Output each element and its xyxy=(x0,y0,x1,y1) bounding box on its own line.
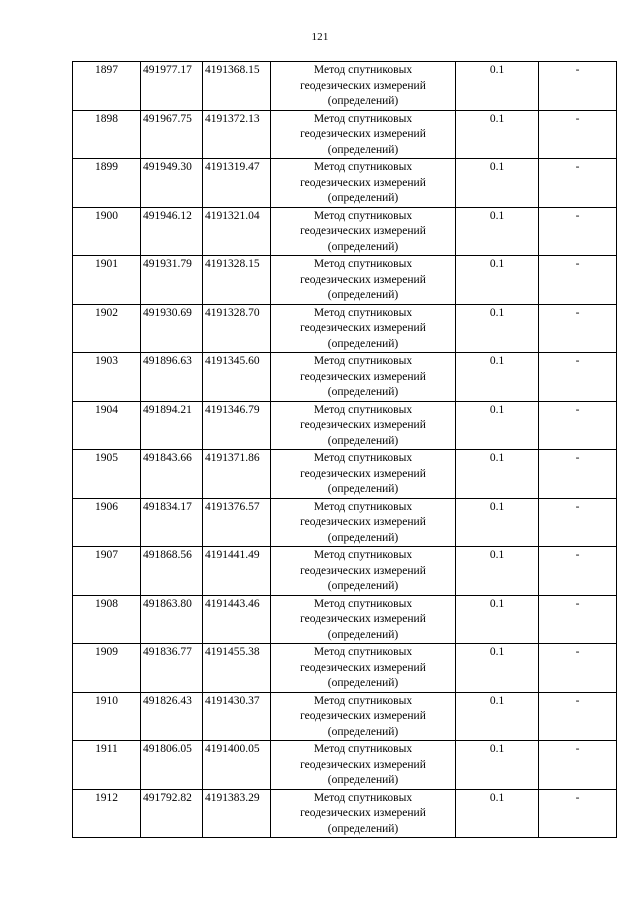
description-cell: - xyxy=(539,741,617,790)
method-text-line: геодезических измерений xyxy=(300,807,426,819)
method-text-line: (определений) xyxy=(327,192,399,204)
method-cell xyxy=(271,450,456,499)
table-row xyxy=(73,401,617,450)
method-text-line: (определений) xyxy=(327,95,399,107)
x-coordinate-cell: 491843.66 xyxy=(141,450,203,499)
description-cell: - xyxy=(539,644,617,693)
point-number-cell: 1901 xyxy=(73,256,141,305)
description-cell: - xyxy=(539,256,617,305)
y-coordinate-cell: 4191368.15 xyxy=(203,62,271,111)
method-cell xyxy=(271,498,456,547)
y-coordinate-cell: 4191443.46 xyxy=(203,595,271,644)
accuracy-cell: 0.1 xyxy=(456,450,539,499)
method-text-line: (определений) xyxy=(327,580,399,592)
x-coordinate-cell: 491868.56 xyxy=(141,547,203,596)
x-coordinate-cell: 491894.21 xyxy=(141,401,203,450)
method-text-line: (определений) xyxy=(327,725,399,738)
point-number-cell: 1900 xyxy=(73,207,141,256)
page-number: 121 xyxy=(311,31,329,43)
method-text-line: (определений) xyxy=(327,677,399,689)
accuracy-cell: 0.1 xyxy=(456,353,539,402)
accuracy-cell: 0.1 xyxy=(456,256,539,305)
method-text-line: (определений) xyxy=(327,531,399,544)
x-coordinate-cell: 491967.75 xyxy=(141,110,203,159)
point-number-cell: 1903 xyxy=(73,353,141,402)
method-text-line: Метод спутниковых xyxy=(313,258,413,270)
method-text-line: (определений) xyxy=(327,143,399,156)
accuracy-cell: 0.1 xyxy=(456,547,539,596)
table-row xyxy=(73,692,617,741)
method-text-line: Метод спутниковых xyxy=(313,112,413,125)
table-row xyxy=(73,450,617,499)
method-text-line: Метод спутниковых xyxy=(313,64,413,76)
method-text-line: геодезических измерений xyxy=(300,516,426,528)
accuracy-cell: 0.1 xyxy=(456,159,539,208)
method-text-line: (определений) xyxy=(327,240,399,253)
description-cell: - xyxy=(539,547,617,596)
description-cell: - xyxy=(539,450,617,499)
method-text-line: геодезических измерений xyxy=(300,79,426,92)
y-coordinate-cell: 4191328.15 xyxy=(203,256,271,305)
table-row xyxy=(73,547,617,596)
method-cell xyxy=(271,547,456,596)
description-cell: - xyxy=(539,498,617,547)
method-text-line: Метод спутниковых xyxy=(313,452,413,464)
y-coordinate-cell: 4191383.29 xyxy=(203,789,271,838)
method-text-line: геодезических измерений xyxy=(300,613,426,625)
y-coordinate-cell: 4191346.79 xyxy=(203,401,271,450)
method-text-line: геодезических измерений xyxy=(300,370,426,383)
method-text-line: Метод спутниковых xyxy=(313,743,413,755)
method-cell xyxy=(271,789,456,838)
method-text-line: (определений) xyxy=(327,628,399,641)
y-coordinate-cell: 4191455.38 xyxy=(203,644,271,693)
method-cell xyxy=(271,207,456,256)
method-cell xyxy=(271,159,456,208)
y-coordinate-cell: 4191376.57 xyxy=(203,498,271,547)
table-row xyxy=(73,595,617,644)
x-coordinate-cell: 491806.05 xyxy=(141,741,203,790)
coordinates-table xyxy=(72,61,617,838)
x-coordinate-cell: 491949.30 xyxy=(141,159,203,208)
method-text-line: (определений) xyxy=(327,774,399,786)
description-cell: - xyxy=(539,595,617,644)
point-number-cell: 1911 xyxy=(73,741,141,790)
y-coordinate-cell: 4191372.13 xyxy=(203,110,271,159)
x-coordinate-cell: 491834.17 xyxy=(141,498,203,547)
method-cell xyxy=(271,692,456,741)
point-number-cell: 1910 xyxy=(73,692,141,741)
method-cell xyxy=(271,741,456,790)
table-row xyxy=(73,110,617,159)
accuracy-cell: 0.1 xyxy=(456,498,539,547)
accuracy-cell: 0.1 xyxy=(456,304,539,353)
method-text-line: геодезических измерений xyxy=(300,661,426,674)
method-text-line: геодезических измерений xyxy=(300,128,426,140)
x-coordinate-cell: 491977.17 xyxy=(141,62,203,111)
y-coordinate-cell: 4191371.86 xyxy=(203,450,271,499)
x-coordinate-cell: 491946.12 xyxy=(141,207,203,256)
x-coordinate-cell: 491792.82 xyxy=(141,789,203,838)
method-text-line: геодезических измерений xyxy=(300,176,426,189)
method-text-line: геодезических измерений xyxy=(300,467,426,480)
point-number-cell: 1908 xyxy=(73,595,141,644)
x-coordinate-cell: 491826.43 xyxy=(141,692,203,741)
accuracy-cell: 0.1 xyxy=(456,789,539,838)
point-number-cell: 1904 xyxy=(73,401,141,450)
description-cell: - xyxy=(539,207,617,256)
method-text-line: Метод спутниковых xyxy=(313,646,413,658)
point-number-cell: 1909 xyxy=(73,644,141,693)
point-number-cell: 1897 xyxy=(73,62,141,111)
method-text-line: Метод спутниковых xyxy=(313,209,413,222)
description-cell: - xyxy=(539,304,617,353)
method-text-line: (определений) xyxy=(327,483,399,495)
method-text-line: Метод спутниковых xyxy=(313,161,413,173)
point-number-cell: 1902 xyxy=(73,304,141,353)
method-text-line: геодезических измерений xyxy=(300,419,426,431)
method-cell xyxy=(271,353,456,402)
description-cell: - xyxy=(539,110,617,159)
point-number-cell: 1898 xyxy=(73,110,141,159)
y-coordinate-cell: 4191345.60 xyxy=(203,353,271,402)
accuracy-cell: 0.1 xyxy=(456,110,539,159)
y-coordinate-cell: 4191319.47 xyxy=(203,159,271,208)
method-text-line: геодезических измерений xyxy=(300,758,426,771)
point-number-cell: 1907 xyxy=(73,547,141,596)
point-number-cell: 1912 xyxy=(73,789,141,838)
accuracy-cell: 0.1 xyxy=(456,62,539,111)
y-coordinate-cell: 4191430.37 xyxy=(203,692,271,741)
method-cell xyxy=(271,644,456,693)
method-text-line: геодезических измерений xyxy=(300,273,426,286)
y-coordinate-cell: 4191328.70 xyxy=(203,304,271,353)
accuracy-cell: 0.1 xyxy=(456,595,539,644)
coordinates-table-body xyxy=(73,62,617,838)
description-cell: - xyxy=(539,159,617,208)
y-coordinate-cell: 4191400.05 xyxy=(203,741,271,790)
method-cell xyxy=(271,256,456,305)
x-coordinate-cell: 491836.77 xyxy=(141,644,203,693)
y-coordinate-cell: 4191441.49 xyxy=(203,547,271,596)
method-text-line: геодезических измерений xyxy=(300,710,426,722)
point-number-cell: 1906 xyxy=(73,498,141,547)
method-text-line: Метод спутниковых xyxy=(313,403,413,416)
description-cell: - xyxy=(539,62,617,111)
table-row xyxy=(73,644,617,693)
method-cell xyxy=(271,401,456,450)
description-cell: - xyxy=(539,353,617,402)
method-text-line: геодезических измерений xyxy=(300,225,426,237)
method-cell xyxy=(271,304,456,353)
method-text-line: (определений) xyxy=(327,386,399,398)
method-text-line: Метод спутниковых xyxy=(313,549,413,561)
x-coordinate-cell: 491896.63 xyxy=(141,353,203,402)
description-cell: - xyxy=(539,789,617,838)
method-text-line: (определений) xyxy=(327,337,399,350)
method-text-line: Метод спутниковых xyxy=(313,791,413,804)
method-text-line: Метод спутниковых xyxy=(313,355,413,367)
method-text-line: геодезических измерений xyxy=(300,564,426,577)
table-row xyxy=(73,498,617,547)
table-row xyxy=(73,789,617,838)
table-row xyxy=(73,353,617,402)
table-row xyxy=(73,159,617,208)
method-text-line: Метод спутниковых xyxy=(313,694,413,707)
table-row xyxy=(73,62,617,111)
x-coordinate-cell: 491863.80 xyxy=(141,595,203,644)
point-number-cell: 1899 xyxy=(73,159,141,208)
table-row xyxy=(73,304,617,353)
accuracy-cell: 0.1 xyxy=(456,741,539,790)
method-cell xyxy=(271,62,456,111)
x-coordinate-cell: 491930.69 xyxy=(141,304,203,353)
accuracy-cell: 0.1 xyxy=(456,644,539,693)
method-cell xyxy=(271,110,456,159)
description-cell: - xyxy=(539,692,617,741)
method-cell xyxy=(271,595,456,644)
method-text-line: Метод спутниковых xyxy=(313,597,413,610)
accuracy-cell: 0.1 xyxy=(456,692,539,741)
method-text-line: (определений) xyxy=(327,289,399,301)
method-text-line: (определений) xyxy=(327,822,399,835)
accuracy-cell: 0.1 xyxy=(456,207,539,256)
method-text-line: геодезических измерений xyxy=(300,322,426,334)
method-text-line: (определений) xyxy=(327,434,399,447)
accuracy-cell: 0.1 xyxy=(456,401,539,450)
method-text-line: Метод спутниковых xyxy=(313,306,413,319)
description-cell: - xyxy=(539,401,617,450)
table-row xyxy=(73,207,617,256)
table-row xyxy=(73,741,617,790)
method-text-line: Метод спутниковых xyxy=(313,500,413,513)
y-coordinate-cell: 4191321.04 xyxy=(203,207,271,256)
x-coordinate-cell: 491931.79 xyxy=(141,256,203,305)
point-number-cell: 1905 xyxy=(73,450,141,499)
table-row xyxy=(73,256,617,305)
